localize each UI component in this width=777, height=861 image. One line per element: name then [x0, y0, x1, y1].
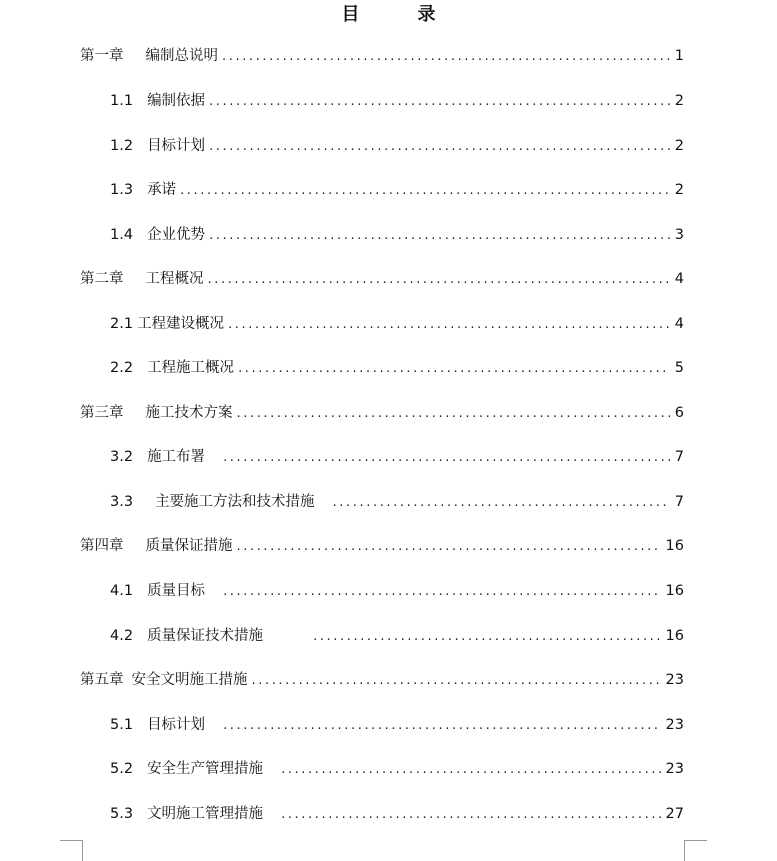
dot-leader — [209, 90, 670, 114]
dot-leader — [237, 402, 671, 426]
toc-entry-label: 工程概况 — [145, 271, 204, 287]
toc-entry-section-5-1[interactable] — [110, 713, 684, 737]
toc-entry-label: 质量保证措施 — [145, 538, 233, 554]
toc-entry-page: 4 — [674, 316, 684, 332]
dot-leader — [313, 625, 661, 649]
toc-entry-label: 安全生产管理措施 — [147, 761, 264, 777]
toc-entry-page: 7 — [674, 449, 684, 465]
toc-entry-section-3-3[interactable] — [110, 490, 684, 514]
toc-entry-number: 3.3 — [110, 494, 134, 510]
toc-entry-chapter-5[interactable] — [80, 668, 684, 692]
toc-entry-section-5-2[interactable] — [110, 757, 684, 781]
toc-entry-number: 第五章 — [80, 672, 124, 688]
toc-entry-label: 承诺 — [147, 182, 177, 198]
toc-entry-label: 工程施工概况 — [147, 360, 235, 376]
toc-entry-page: 16 — [665, 583, 684, 599]
dot-leader — [180, 179, 670, 203]
toc-entry-label: 工程建设概况 — [137, 316, 225, 332]
toc-entry-number: 5.2 — [110, 761, 134, 777]
toc-title-char-2: 录 — [417, 4, 436, 25]
toc-entry-number: 1.4 — [110, 227, 134, 243]
dot-leader — [223, 714, 661, 738]
toc-entry-number: 1.1 — [110, 93, 134, 109]
dot-leader — [222, 45, 670, 69]
dot-leader — [209, 224, 670, 248]
dot-leader — [252, 669, 662, 693]
toc-entry-label: 编制总说明 — [145, 48, 218, 64]
dot-leader — [238, 357, 670, 381]
toc-entry-chapter-1[interactable] — [80, 44, 684, 68]
dot-leader — [281, 803, 661, 827]
toc-entry-page: 23 — [665, 672, 684, 688]
toc-entry-number: 2.1 — [110, 316, 134, 332]
toc-entry-page: 16 — [665, 628, 684, 644]
dot-leader — [223, 580, 661, 604]
toc-entry-section-4-1[interactable] — [110, 579, 684, 603]
dot-leader — [228, 313, 670, 337]
toc-entry-page: 2 — [674, 93, 684, 109]
toc-entry-page: 3 — [674, 227, 684, 243]
toc-entry-number: 1.3 — [110, 182, 134, 198]
toc-entry-chapter-4[interactable] — [80, 534, 684, 558]
toc-entry-section-1-4[interactable] — [110, 223, 684, 247]
dot-leader — [223, 446, 670, 470]
toc-entry-label: 施工技术方案 — [145, 405, 233, 421]
toc-title-char-1: 目 — [341, 4, 360, 25]
page-corner-mark-right — [684, 840, 707, 861]
toc-entry-label: 安全文明施工措施 — [131, 672, 248, 688]
toc-entry-number: 5.1 — [110, 717, 134, 733]
toc-entry-section-1-2[interactable] — [110, 134, 684, 158]
dot-leader — [333, 491, 670, 515]
toc-entry-label: 质量保证技术措施 — [147, 628, 264, 644]
page-corner-mark-left — [60, 840, 83, 861]
toc-entry-chapter-2[interactable] — [80, 267, 684, 291]
toc-entry-page: 5 — [674, 360, 684, 376]
toc-entry-label: 目标计划 — [147, 138, 206, 154]
toc-entry-page: 7 — [674, 494, 684, 510]
toc-entry-section-3-2[interactable] — [110, 445, 684, 469]
toc-entry-number: 第二章 — [80, 271, 124, 287]
toc-entry-page: 27 — [665, 806, 684, 822]
toc-entry-section-2-2[interactable] — [110, 356, 684, 380]
toc-entry-section-4-2[interactable] — [110, 624, 684, 648]
toc-entry-label: 施工布署 — [147, 449, 206, 465]
dot-leader — [281, 758, 661, 782]
toc-entry-label: 编制依据 — [147, 93, 206, 109]
toc-entry-section-1-1[interactable] — [110, 89, 684, 113]
toc-entry-number: 5.3 — [110, 806, 134, 822]
toc-entry-label: 质量目标 — [147, 583, 206, 599]
toc-entry-section-1-3[interactable] — [110, 178, 684, 202]
toc-entry-page: 16 — [665, 538, 684, 554]
toc-entry-label: 目标计划 — [147, 717, 206, 733]
toc-entry-page: 6 — [674, 405, 684, 421]
toc-entry-chapter-3[interactable] — [80, 401, 684, 425]
toc-entry-label: 主要施工方法和技术措施 — [155, 494, 315, 510]
toc-entry-page: 1 — [674, 48, 684, 64]
toc-entry-section-2-1[interactable] — [110, 312, 684, 336]
toc-entry-section-5-3[interactable] — [110, 802, 684, 826]
dot-leader — [237, 535, 662, 559]
toc-entry-number: 1.2 — [110, 138, 134, 154]
toc-entry-number: 第一章 — [80, 48, 124, 64]
dot-leader — [209, 135, 670, 159]
toc-entry-page: 2 — [674, 182, 684, 198]
toc-entry-number: 第三章 — [80, 405, 124, 421]
toc-entry-page: 2 — [674, 138, 684, 154]
toc-title — [0, 3, 777, 27]
toc-entry-number: 4.2 — [110, 628, 134, 644]
toc-entry-label: 企业优势 — [147, 227, 206, 243]
toc-entry-number: 3.2 — [110, 449, 134, 465]
toc-entry-page: 4 — [674, 271, 684, 287]
dot-leader — [208, 268, 671, 292]
toc-entry-page: 23 — [665, 761, 684, 777]
toc-entry-number: 2.2 — [110, 360, 134, 376]
toc-entry-number: 第四章 — [80, 538, 124, 554]
toc-entry-number: 4.1 — [110, 583, 134, 599]
toc-entry-label: 文明施工管理措施 — [147, 806, 264, 822]
toc-entry-page: 23 — [665, 717, 684, 733]
